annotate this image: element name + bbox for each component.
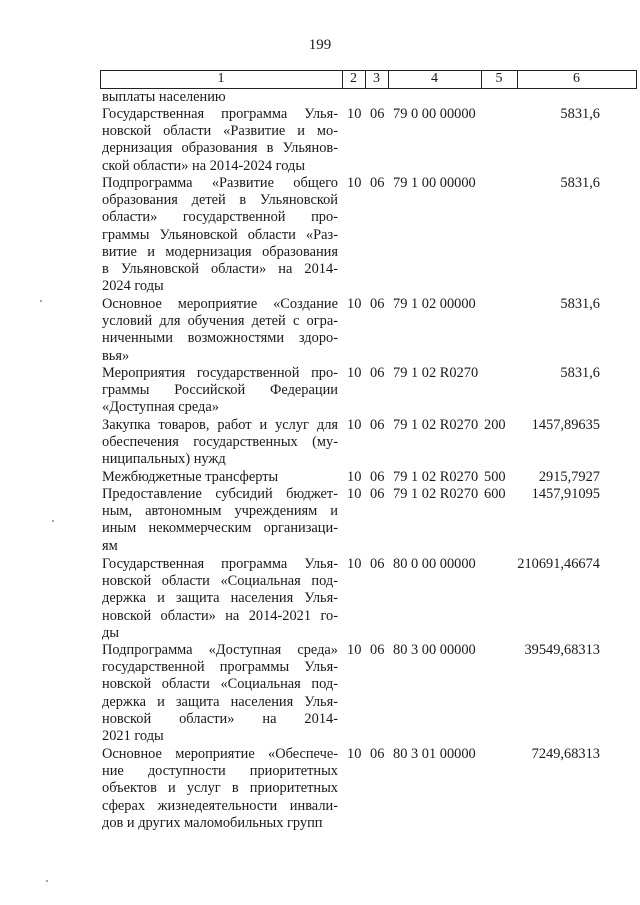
description-line: ям — [102, 537, 118, 554]
target-article-code: 79 1 02 R0270 — [393, 469, 479, 485]
row-description — [102, 106, 338, 175]
description-line: граммы Российской Федерации — [102, 382, 338, 399]
expense-type-code: 200 — [484, 417, 506, 433]
section-code: 10 — [347, 642, 362, 658]
amount: 1457,89635 — [531, 417, 600, 433]
description-line: образования детей в Ульяновской — [102, 192, 338, 209]
description-line: ние доступности приоритетных — [102, 763, 338, 780]
amount: 39549,68313 — [524, 642, 600, 658]
row-description — [102, 417, 338, 469]
description-line: новской области «Социальная под- — [102, 676, 338, 693]
header-col-2: 2 — [350, 71, 357, 86]
amount: 5831,6 — [560, 106, 600, 122]
amount: 5831,6 — [560, 365, 600, 381]
description-line: в Ульяновской области» на 2014- — [102, 261, 338, 278]
header-col-4: 4 — [431, 71, 438, 86]
row-description — [102, 365, 338, 417]
header-divider — [636, 70, 637, 88]
target-article-code: 80 0 00 00000 — [393, 556, 476, 572]
subsection-code: 06 — [370, 746, 385, 762]
header-col-1: 1 — [217, 71, 225, 86]
target-article-code: 79 1 02 00000 — [393, 296, 476, 312]
target-article-code: 79 1 00 00000 — [393, 175, 476, 191]
target-article-code: 80 3 01 00000 — [393, 746, 476, 762]
section-code: 10 — [347, 365, 362, 381]
target-article-code: 79 0 00 00000 — [393, 106, 476, 122]
description-line: граммы Ульяновской области «Раз- — [102, 226, 338, 243]
amount: 2915,7927 — [538, 469, 600, 485]
description-line: новской области «Развитие и мо- — [102, 123, 338, 140]
row-description — [102, 296, 338, 365]
scan-mark — [46, 880, 48, 882]
description-line: области» государственной про- — [102, 209, 338, 226]
description-line: Основное мероприятие «Создание — [102, 296, 338, 312]
description-line: новской области» на 2014-2021 го- — [102, 607, 338, 624]
scan-mark — [52, 520, 54, 522]
target-article-code: 79 1 02 R0270 — [393, 365, 479, 381]
amount: 210691,46674 — [517, 556, 600, 572]
subsection-code: 06 — [370, 642, 385, 658]
subsection-code: 06 — [370, 365, 385, 381]
row-description — [102, 469, 338, 486]
row-description — [102, 89, 338, 106]
section-code: 10 — [347, 469, 362, 485]
amount: 7249,68313 — [531, 746, 600, 762]
subsection-code: 06 — [370, 296, 385, 312]
section-code: 10 — [347, 106, 362, 122]
description-line: держка и защита населения Улья- — [102, 693, 338, 710]
description-line: выплаты населению — [102, 89, 226, 105]
description-line: Подпрограмма «Развитие общего — [102, 175, 338, 191]
description-line: 2021 годы — [102, 728, 164, 745]
description-line: держка и защита населения Улья- — [102, 590, 338, 607]
header-col-3: 3 — [373, 71, 380, 86]
description-line: ды — [102, 624, 119, 641]
description-line: Предоставление субсидий бюджет- — [102, 486, 338, 502]
subsection-code: 06 — [370, 556, 385, 572]
row-description — [102, 642, 338, 745]
description-line: ным, автономным учреждениям и — [102, 503, 338, 520]
description-line: новской области» на 2014- — [102, 710, 338, 727]
section-code: 10 — [347, 417, 362, 433]
amount: 1457,91095 — [531, 486, 600, 502]
description-line: витие и модернизация образования — [102, 243, 338, 260]
section-code: 10 — [347, 746, 362, 762]
description-line: условий для обучения детей с огра- — [102, 313, 338, 330]
section-code: 10 — [347, 296, 362, 312]
target-article-code: 80 3 00 00000 — [393, 642, 476, 658]
section-code: 10 — [347, 175, 362, 191]
description-line: Основное мероприятие «Обеспече- — [102, 746, 338, 762]
subsection-code: 06 — [370, 486, 385, 502]
row-description — [102, 175, 338, 295]
amount: 5831,6 — [560, 296, 600, 312]
description-line: иным некоммерческим организаци- — [102, 520, 338, 537]
description-line: ниченными возможностями здоро- — [102, 330, 338, 347]
description-line: Мероприятия государственной про- — [102, 365, 338, 381]
description-line: Государственная программа Улья- — [102, 556, 338, 572]
description-line: государственной программы Улья- — [102, 659, 338, 676]
description-line: Подпрограмма «Доступная среда» — [102, 642, 338, 658]
target-article-code: 79 1 02 R0270 — [393, 486, 479, 502]
section-code: 10 — [347, 556, 362, 572]
description-line: Государственная программа Улья- — [102, 106, 338, 122]
subsection-code: 06 — [370, 175, 385, 191]
row-description — [102, 556, 338, 642]
description-line: обеспечения государственных (му- — [102, 434, 338, 451]
amount: 5831,6 — [560, 175, 600, 191]
description-line: «Доступная среда» — [102, 399, 219, 416]
section-code: 10 — [347, 486, 362, 502]
description-line: Межбюджетные трансферты — [102, 469, 279, 485]
description-line: объектов и услуг в приоритетных — [102, 780, 338, 797]
row-description — [102, 746, 338, 832]
header-col-6: 6 — [573, 71, 580, 86]
subsection-code: 06 — [370, 469, 385, 485]
description-line: дернизация образования в Ульянов- — [102, 140, 338, 157]
target-article-code: 79 1 02 R0270 — [393, 417, 479, 433]
description-line: новской области «Социальная под- — [102, 573, 338, 590]
scan-mark — [40, 300, 42, 302]
expense-type-code: 500 — [484, 469, 506, 485]
description-line: 2024 годы — [102, 278, 164, 295]
expense-type-code: 600 — [484, 486, 506, 502]
subsection-code: 06 — [370, 106, 385, 122]
header-col-5: 5 — [495, 71, 503, 86]
description-line: Закупка товаров, работ и услуг для — [102, 417, 338, 433]
description-line: ской области» на 2014-2024 годы — [102, 157, 305, 174]
subsection-code: 06 — [370, 417, 385, 433]
description-line: сферах жизнедеятельности инвали- — [102, 797, 338, 814]
row-description — [102, 486, 338, 555]
page-number: 199 — [308, 37, 332, 53]
description-line: ниципальных) нужд — [102, 451, 226, 468]
description-line: вья» — [102, 347, 130, 364]
description-line: дов и других маломобильных групп — [102, 814, 323, 831]
